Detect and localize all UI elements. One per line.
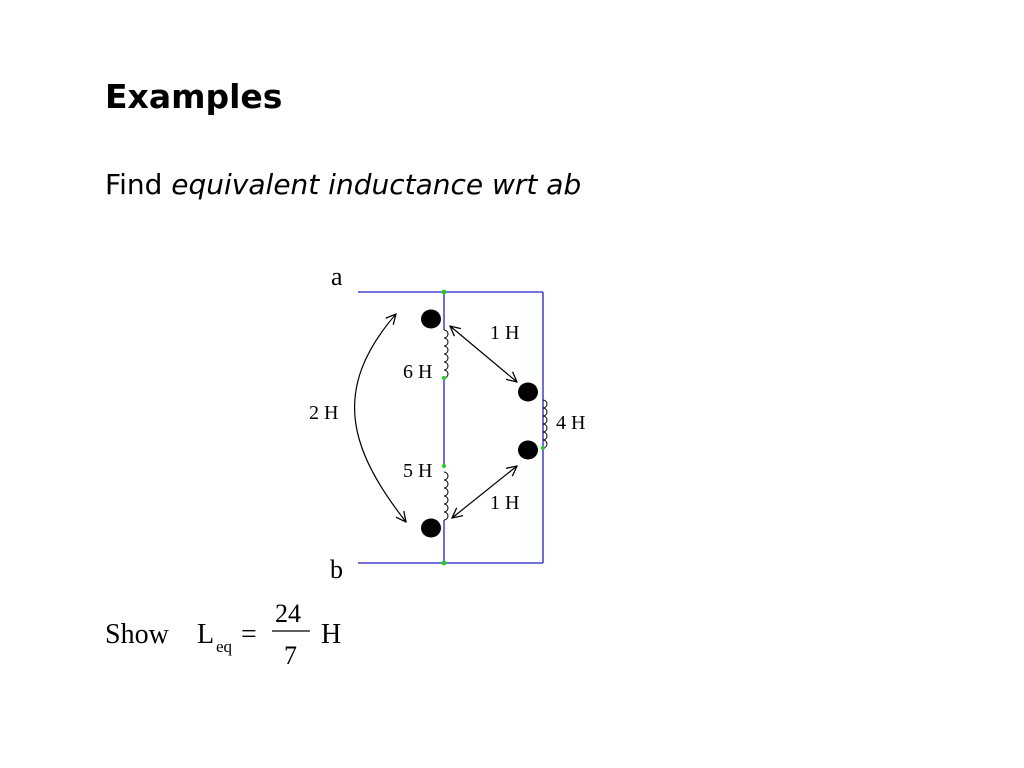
prompt-italic: equivalent inductance wrt ab <box>171 168 582 201</box>
mutual-arrow-left <box>355 314 406 522</box>
inductor-6h-coil <box>444 330 448 378</box>
dot-4h-top <box>518 383 538 402</box>
polarity-dots <box>421 310 538 538</box>
mutual-bottom-label: 1 H <box>490 492 520 514</box>
result-equals: = <box>241 619 257 650</box>
prompt-prefix: Find <box>105 168 172 201</box>
inductor-5h-coil <box>444 472 448 520</box>
inductor-5h-label: 5 H <box>403 460 433 482</box>
result-show-label: Show <box>105 619 169 650</box>
result-numerator: 24 <box>275 599 301 628</box>
mutual-top-label: 1 H <box>490 322 520 344</box>
dot-5h <box>421 519 441 538</box>
result-expression <box>105 599 341 670</box>
inductor-6h-label: 6 H <box>403 361 433 383</box>
node-top <box>442 290 447 295</box>
node-bottom <box>442 561 447 566</box>
terminal-a-label: a <box>331 262 343 291</box>
dot-6h <box>421 310 441 329</box>
mutual-arrows <box>355 314 520 522</box>
node-4h-end <box>541 446 545 450</box>
result-subscript: eq <box>216 637 233 656</box>
node-6h-end <box>442 376 446 380</box>
dot-4h-bottom <box>518 441 538 460</box>
result-symbol: L <box>197 619 215 650</box>
result-denominator: 7 <box>284 641 297 670</box>
slide-title: Examples <box>105 77 283 116</box>
mutual-left-label: 2 H <box>309 402 339 424</box>
inductor-4h-label: 4 H <box>556 412 586 434</box>
node-5h-start <box>442 464 446 468</box>
terminal-b-label: b <box>330 555 343 584</box>
result-unit: H <box>321 619 342 650</box>
